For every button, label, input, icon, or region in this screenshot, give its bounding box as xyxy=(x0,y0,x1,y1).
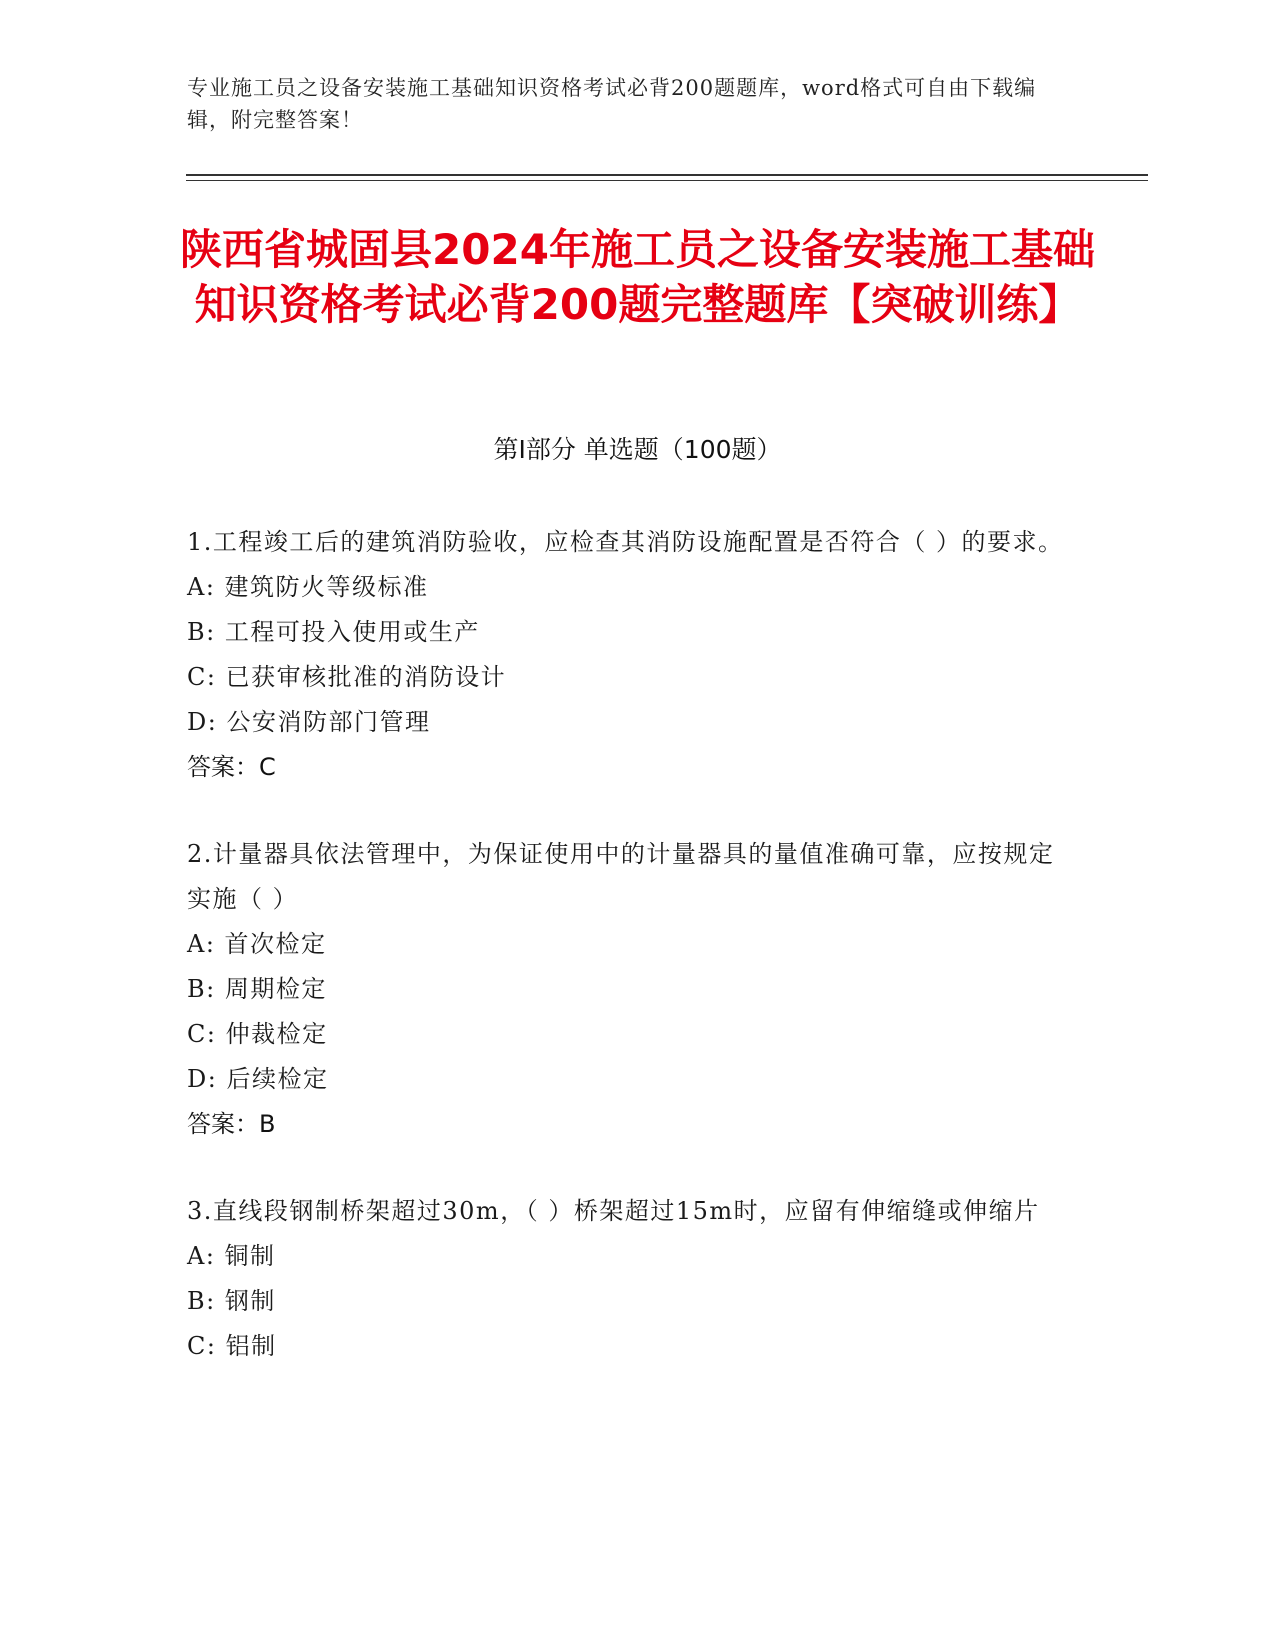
option-b: B: 周期检定 xyxy=(187,975,327,1003)
option-c: C: 铝制 xyxy=(187,1332,277,1360)
question-1 xyxy=(187,520,1067,790)
option-c: C: 已获审核批准的消防设计 xyxy=(187,663,507,691)
option-a: A: 铜制 xyxy=(187,1242,276,1270)
option-b: B: 钢制 xyxy=(187,1287,276,1315)
header-divider-thick xyxy=(186,174,1148,176)
answer: 答案：C xyxy=(187,753,276,781)
question-stem: 1.工程竣工后的建筑消防验收，应检查其消防设施配置是否符合（ ）的要求。 xyxy=(187,528,1064,556)
question-2 xyxy=(187,832,1067,1147)
section-heading: 第Ⅰ部分 单选题（100题） xyxy=(493,435,782,464)
question-3 xyxy=(187,1189,1067,1369)
option-d: D: 后续检定 xyxy=(187,1065,329,1093)
option-c: C: 仲裁检定 xyxy=(187,1020,328,1048)
question-stem: 3.直线段钢制桥架超过30m，（ ）桥架超过15m时，应留有伸缩缝或伸缩片 xyxy=(187,1197,1040,1225)
document-title: 陕西省城固县2024年施工员之设备安装施工基础知识资格考试必背200题完整题库【突破训练】 xyxy=(180,225,1095,329)
option-d: D: 公安消防部门管理 xyxy=(187,708,431,736)
option-a: A: 首次检定 xyxy=(187,930,327,958)
answer: 答案：B xyxy=(187,1110,276,1138)
option-a: A: 建筑防火等级标准 xyxy=(187,573,429,601)
header-note: 专业施工员之设备安装施工基础知识资格考试必背200题题库，word格式可自由下载编辑，附完整答案！ xyxy=(187,76,1037,132)
option-b: B: 工程可投入使用或生产 xyxy=(187,618,480,646)
question-list xyxy=(187,520,1067,1411)
header-divider-thin xyxy=(186,180,1148,181)
question-stem: 2.计量器具依法管理中，为保证使用中的计量器具的量值准确可靠，应按规定实施（ ） xyxy=(187,840,1055,913)
